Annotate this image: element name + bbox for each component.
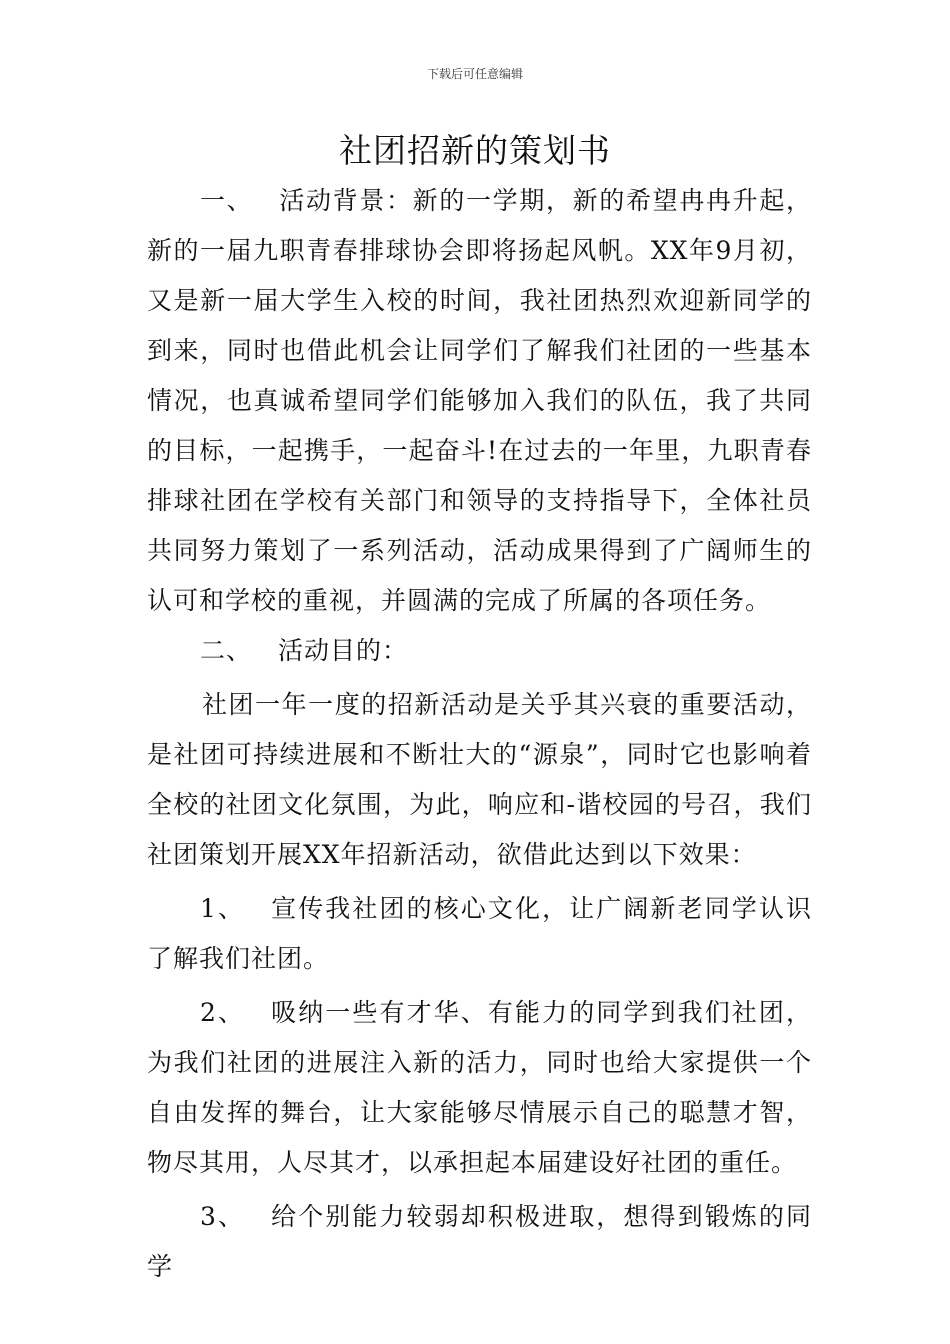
list-item	[147, 988, 812, 1188]
section-background	[147, 176, 812, 626]
item-number: 2、	[200, 998, 246, 1027]
section-number: 二、	[200, 636, 253, 665]
section-text: 活动目的：	[278, 636, 409, 665]
document-body	[147, 176, 812, 1292]
document-title: 社团招新的策划书	[339, 131, 611, 170]
list-item	[147, 1192, 812, 1292]
item-number: 3、	[200, 1202, 246, 1231]
item-number: 1、	[200, 894, 246, 923]
item-text: 给个别能力较弱却积极进取，想得到锻炼的同学	[147, 1202, 812, 1281]
section-purpose	[147, 626, 812, 676]
purpose-intro: 社团一年一度的招新活动是关乎其兴衰的重要活动，是社团可持续进展和不断壮大的“源泉”，同时它也影响着全校的社团文化氛围，为此，响应和-谐校园的号召，我们社团策划开展XX年招新活动，欲借此达到以下效果：	[147, 690, 812, 869]
list-item	[147, 884, 812, 984]
section-text: 活动背景：新的一学期，新的希望冉冉升起，新的一届九职青春排球协会即将扬起风帆。XX年9月初，又是新一届大学生入校的时间，我社团热烈欢迎新同学的到来，同时也借此机会让同学们了解我们社团的一些基本情况，也真诚希望同学们能够加入我们的队伍，我了共同的目标，一起携手，一起奋斗!在过去的一年里，九职青春排球社团在学校有关部门和领导的支持指导下，全体社员共同努力策划了一系列活动，活动成果得到了广阔师生的认可和学校的重视，并圆满的完成了所属的各项任务。	[147, 186, 812, 615]
section-number: 一、	[200, 186, 254, 215]
item-text: 宣传我社团的核心文化，让广阔新老同学认识了解我们社团。	[147, 894, 812, 973]
item-text: 吸纳一些有才华、有能力的同学到我们社团，为我们社团的进展注入新的活力，同时也给大家提供一个自由发挥的舞台，让大家能够尽情展示自己的聪慧才智，物尽其用，人尽其才，以承担起本届建设好社团的重任。	[147, 998, 812, 1177]
page-header-note: 下载后可任意编辑	[426, 67, 523, 81]
